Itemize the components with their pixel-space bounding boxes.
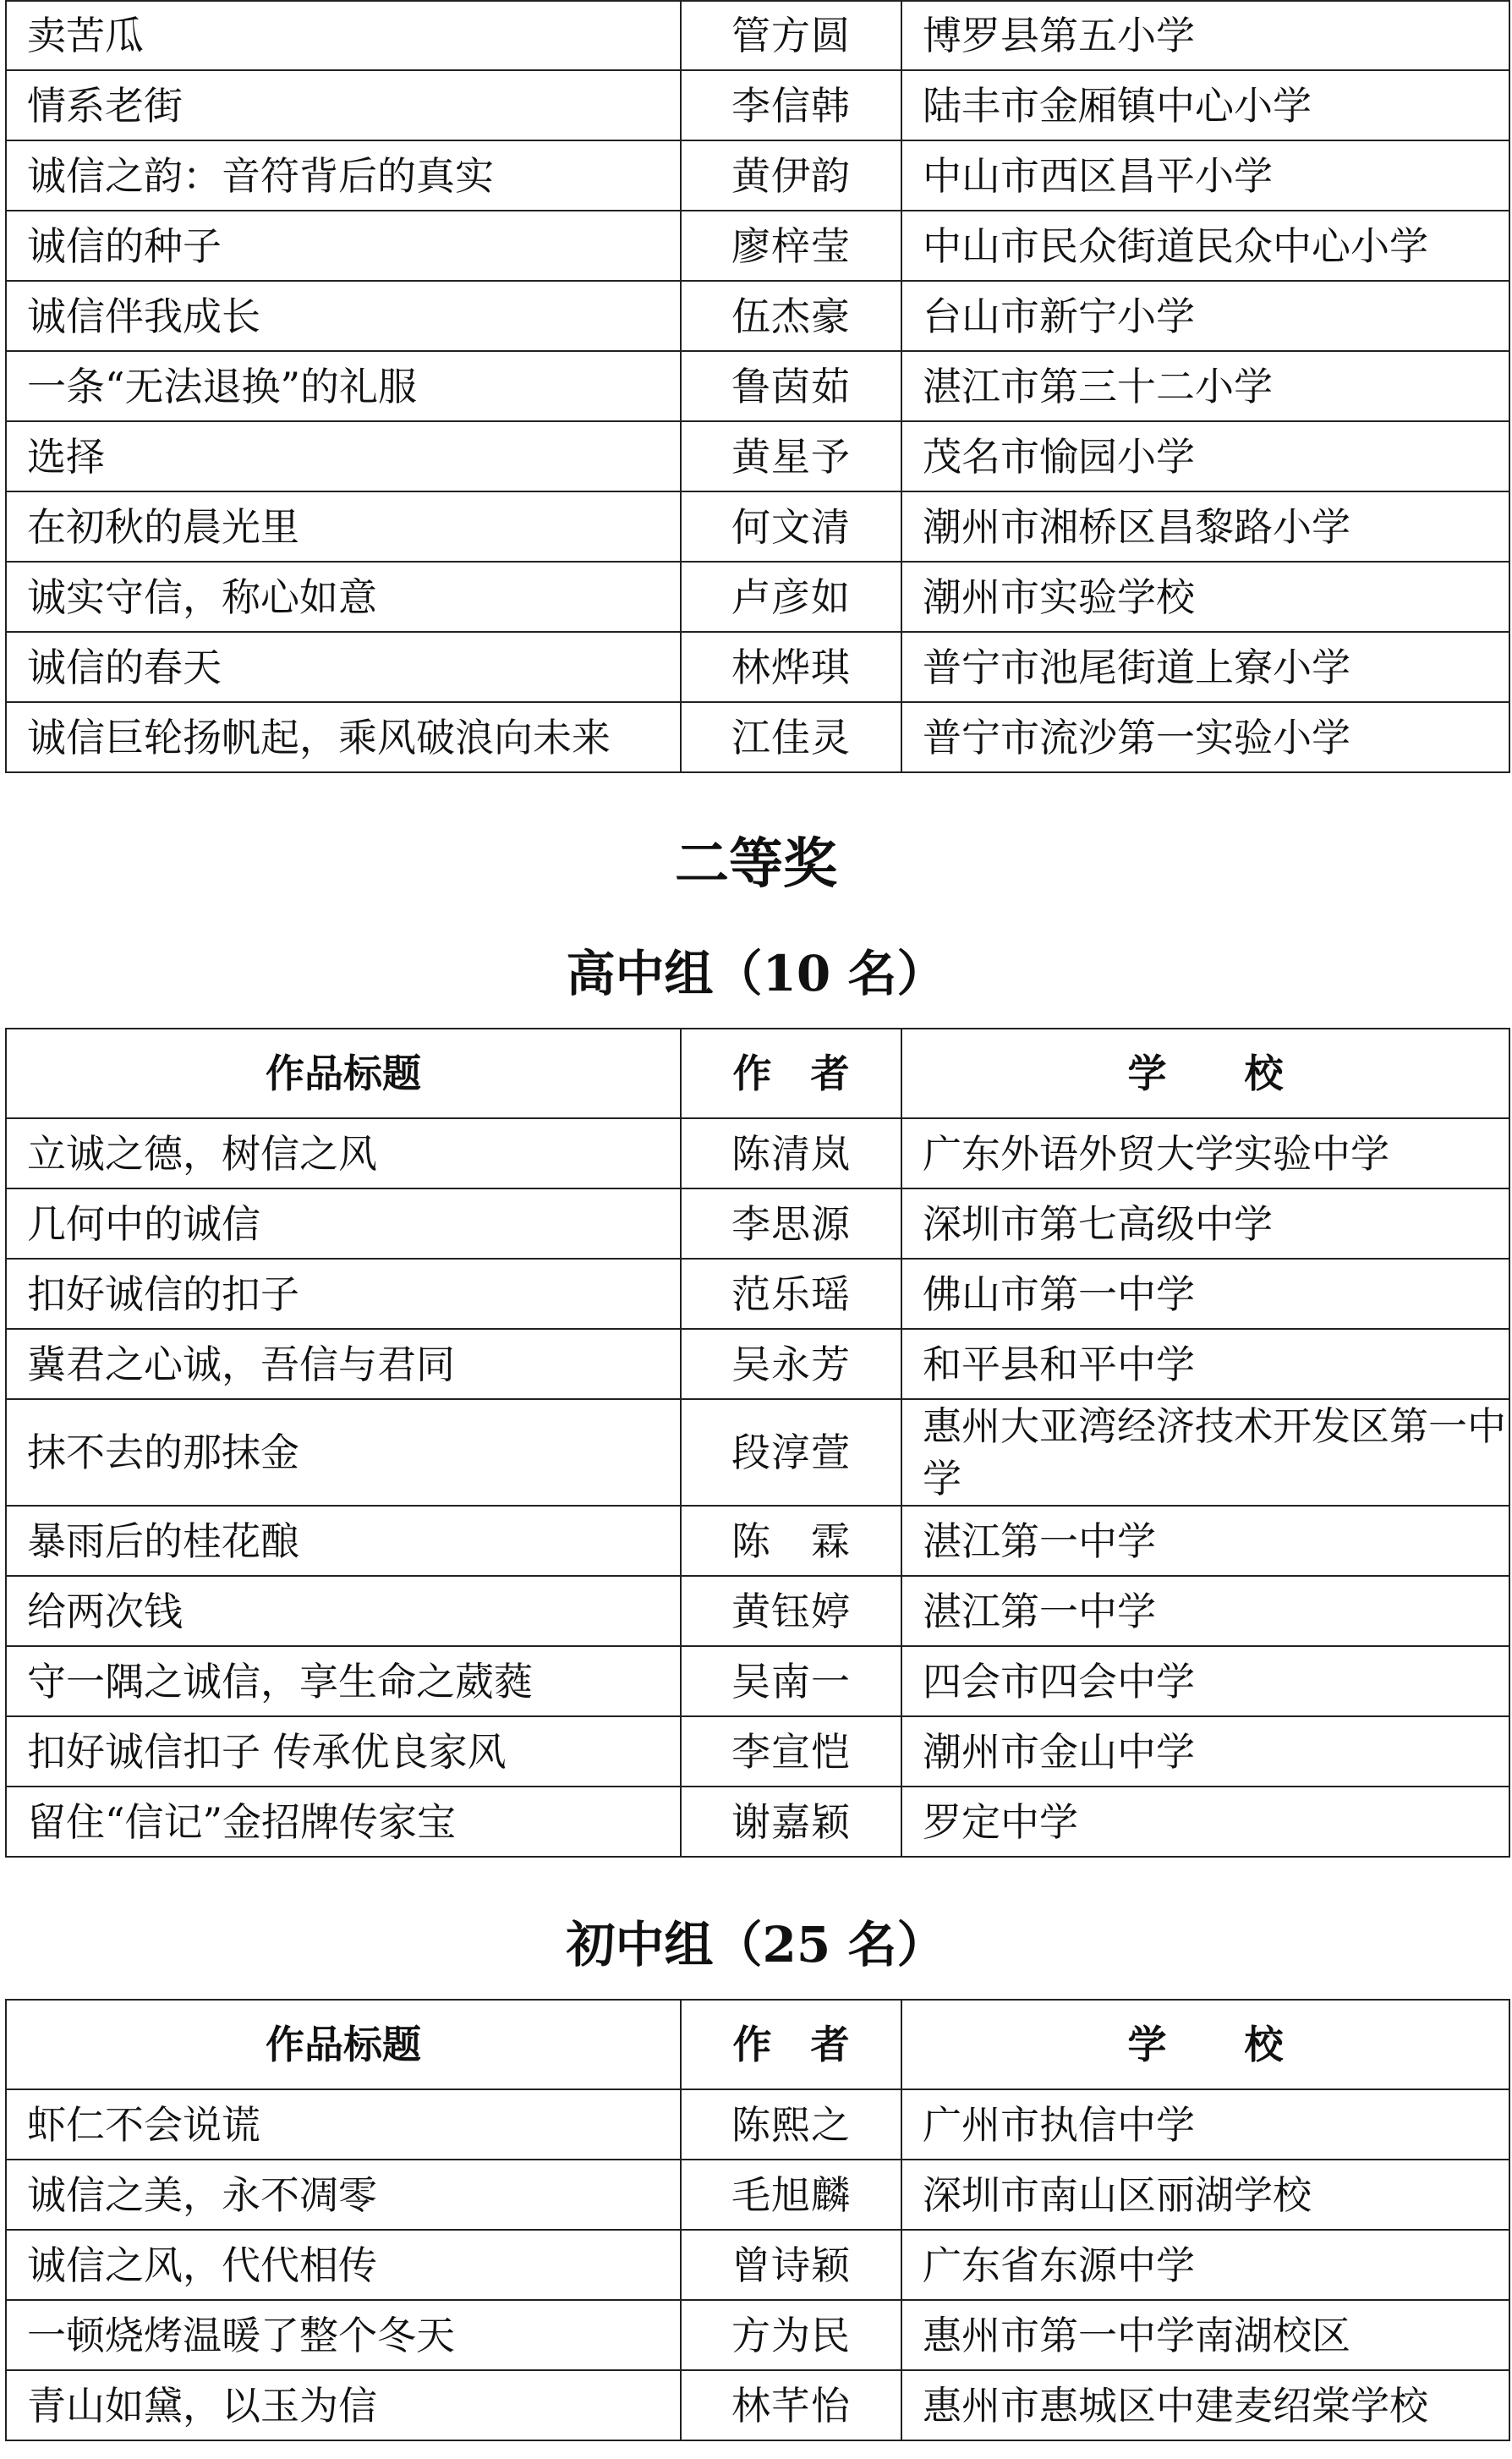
table-row xyxy=(6,70,1509,140)
school-name: 中山市民众街道民众中心小学 xyxy=(901,211,1509,281)
column-header-author: 作 者 xyxy=(681,1029,901,1118)
author-name: 李信韩 xyxy=(681,70,901,140)
column-header-author: 作 者 xyxy=(681,2000,901,2089)
column-header-title: 作品标题 xyxy=(6,1029,681,1118)
work-title: 给两次钱 xyxy=(6,1576,681,1646)
table-row xyxy=(6,632,1509,702)
author-name: 林芊怡 xyxy=(681,2370,901,2440)
table-row xyxy=(6,702,1509,772)
author-name: 廖梓莹 xyxy=(681,211,901,281)
school-name: 潮州市实验学校 xyxy=(901,562,1509,632)
table-row xyxy=(6,562,1509,632)
school-name: 深圳市第七高级中学 xyxy=(901,1188,1509,1259)
author-name: 吴永芳 xyxy=(681,1329,901,1399)
author-name: 黄钰婷 xyxy=(681,1576,901,1646)
work-title: 诚信伴我成长 xyxy=(6,281,681,351)
table-row xyxy=(6,1399,1509,1506)
work-title: 诚信之美，永不凋零 xyxy=(6,2160,681,2230)
table-row xyxy=(6,2230,1509,2300)
section-heading-high-school: 高中组（10 名） xyxy=(566,945,946,1002)
table-row xyxy=(6,1646,1509,1716)
table-row xyxy=(6,1576,1509,1646)
work-title: 守一隅之诚信，享生命之葳蕤 xyxy=(6,1646,681,1716)
table-row xyxy=(6,1787,1509,1857)
author-name: 段淳萱 xyxy=(681,1399,901,1506)
table-row xyxy=(6,1329,1509,1399)
author-name: 黄星予 xyxy=(681,421,901,491)
table-row xyxy=(6,351,1509,421)
school-name: 深圳市南山区丽湖学校 xyxy=(901,2160,1509,2230)
author-name: 鲁茵茹 xyxy=(681,351,901,421)
table-row xyxy=(6,491,1509,562)
work-title: 抹不去的那抹金 xyxy=(6,1399,681,1506)
work-title: 诚信的种子 xyxy=(6,211,681,281)
school-name: 陆丰市金厢镇中心小学 xyxy=(901,70,1509,140)
author-name: 伍杰豪 xyxy=(681,281,901,351)
work-title: 情系老街 xyxy=(6,70,681,140)
work-title: 选择 xyxy=(6,421,681,491)
school-name: 普宁市池尾街道上寮小学 xyxy=(901,632,1509,702)
work-title: 几何中的诚信 xyxy=(6,1188,681,1259)
school-name: 台山市新宁小学 xyxy=(901,281,1509,351)
table-row xyxy=(6,211,1509,281)
author-name: 毛旭麟 xyxy=(681,2160,901,2230)
work-title: 诚信之韵：音符背后的真实 xyxy=(6,140,681,211)
work-title: 卖苦瓜 xyxy=(6,1,681,70)
table-row xyxy=(6,1,1509,70)
work-title: 一顿烧烤温暖了整个冬天 xyxy=(6,2300,681,2370)
author-name: 管方圆 xyxy=(681,1,901,70)
table-row xyxy=(6,1118,1509,1188)
table-header-row xyxy=(6,2000,1509,2089)
work-title: 诚信巨轮扬帆起，乘风破浪向未来 xyxy=(6,702,681,772)
school-name: 湛江第一中学 xyxy=(901,1506,1509,1576)
school-name: 和平县和平中学 xyxy=(901,1329,1509,1399)
author-name: 江佳灵 xyxy=(681,702,901,772)
table-row xyxy=(6,1188,1509,1259)
table-header-row xyxy=(6,1029,1509,1118)
table-row xyxy=(6,2160,1509,2230)
prize-heading: 二等奖 xyxy=(675,833,837,896)
author-name: 方为民 xyxy=(681,2300,901,2370)
school-name: 四会市四会中学 xyxy=(901,1646,1509,1716)
work-title: 青山如黛，以玉为信 xyxy=(6,2370,681,2440)
author-name: 卢彦如 xyxy=(681,562,901,632)
work-title: 扣好诚信的扣子 xyxy=(6,1259,681,1329)
school-name: 湛江市第三十二小学 xyxy=(901,351,1509,421)
school-name: 普宁市流沙第一实验小学 xyxy=(901,702,1509,772)
author-name: 李思源 xyxy=(681,1188,901,1259)
work-title: 暴雨后的桂花酿 xyxy=(6,1506,681,1576)
author-name: 范乐瑶 xyxy=(681,1259,901,1329)
column-header-school: 学 校 xyxy=(901,1029,1509,1118)
school-name: 惠州市第一中学南湖校区 xyxy=(901,2300,1509,2370)
table-row xyxy=(6,1259,1509,1329)
award-table-high-school xyxy=(5,1028,1510,1858)
table-row xyxy=(6,2370,1509,2440)
author-name: 陈 霖 xyxy=(681,1506,901,1576)
table-row xyxy=(6,1716,1509,1787)
table-row xyxy=(6,281,1509,351)
author-name: 林烨琪 xyxy=(681,632,901,702)
work-title: 冀君之心诚，吾信与君同 xyxy=(6,1329,681,1399)
school-name: 博罗县第五小学 xyxy=(901,1,1509,70)
school-name: 湛江第一中学 xyxy=(901,1576,1509,1646)
work-title: 诚实守信，称心如意 xyxy=(6,562,681,632)
school-name: 广州市执信中学 xyxy=(901,2089,1509,2160)
author-name: 黄伊韵 xyxy=(681,140,901,211)
table-row xyxy=(6,2089,1509,2160)
school-name: 潮州市金山中学 xyxy=(901,1716,1509,1787)
award-table-top xyxy=(5,0,1510,773)
award-table-middle-school xyxy=(5,1999,1510,2441)
work-title: 留住“信记”金招牌传家宝 xyxy=(6,1787,681,1857)
school-name: 广东省东源中学 xyxy=(901,2230,1509,2300)
work-title: 一条“无法退换”的礼服 xyxy=(6,351,681,421)
author-name: 曾诗颖 xyxy=(681,2230,901,2300)
school-name: 佛山市第一中学 xyxy=(901,1259,1509,1329)
table-row xyxy=(6,2300,1509,2370)
column-header-school: 学 校 xyxy=(901,2000,1509,2089)
table-row xyxy=(6,1506,1509,1576)
section-heading-middle-school: 初中组（25 名） xyxy=(566,1916,946,1973)
work-title: 诚信的春天 xyxy=(6,632,681,702)
school-name: 惠州市惠城区中建麦绍棠学校 xyxy=(901,2370,1509,2440)
table-row xyxy=(6,421,1509,491)
school-name: 罗定中学 xyxy=(901,1787,1509,1857)
work-title: 在初秋的晨光里 xyxy=(6,491,681,562)
school-name: 中山市西区昌平小学 xyxy=(901,140,1509,211)
school-name: 惠州大亚湾经济技术开发区第一中学 xyxy=(901,1399,1509,1506)
author-name: 李宣恺 xyxy=(681,1716,901,1787)
school-name: 潮州市湘桥区昌黎路小学 xyxy=(901,491,1509,562)
work-title: 虾仁不会说谎 xyxy=(6,2089,681,2160)
column-header-title: 作品标题 xyxy=(6,2000,681,2089)
author-name: 陈清岚 xyxy=(681,1118,901,1188)
school-name: 茂名市愉园小学 xyxy=(901,421,1509,491)
table-row xyxy=(6,140,1509,211)
author-name: 何文清 xyxy=(681,491,901,562)
work-title: 扣好诚信扣子 传承优良家风 xyxy=(6,1716,681,1787)
school-name: 广东外语外贸大学实验中学 xyxy=(901,1118,1509,1188)
work-title: 诚信之风，代代相传 xyxy=(6,2230,681,2300)
author-name: 陈熙之 xyxy=(681,2089,901,2160)
work-title: 立诚之德，树信之风 xyxy=(6,1118,681,1188)
author-name: 吴南一 xyxy=(681,1646,901,1716)
author-name: 谢嘉颖 xyxy=(681,1787,901,1857)
